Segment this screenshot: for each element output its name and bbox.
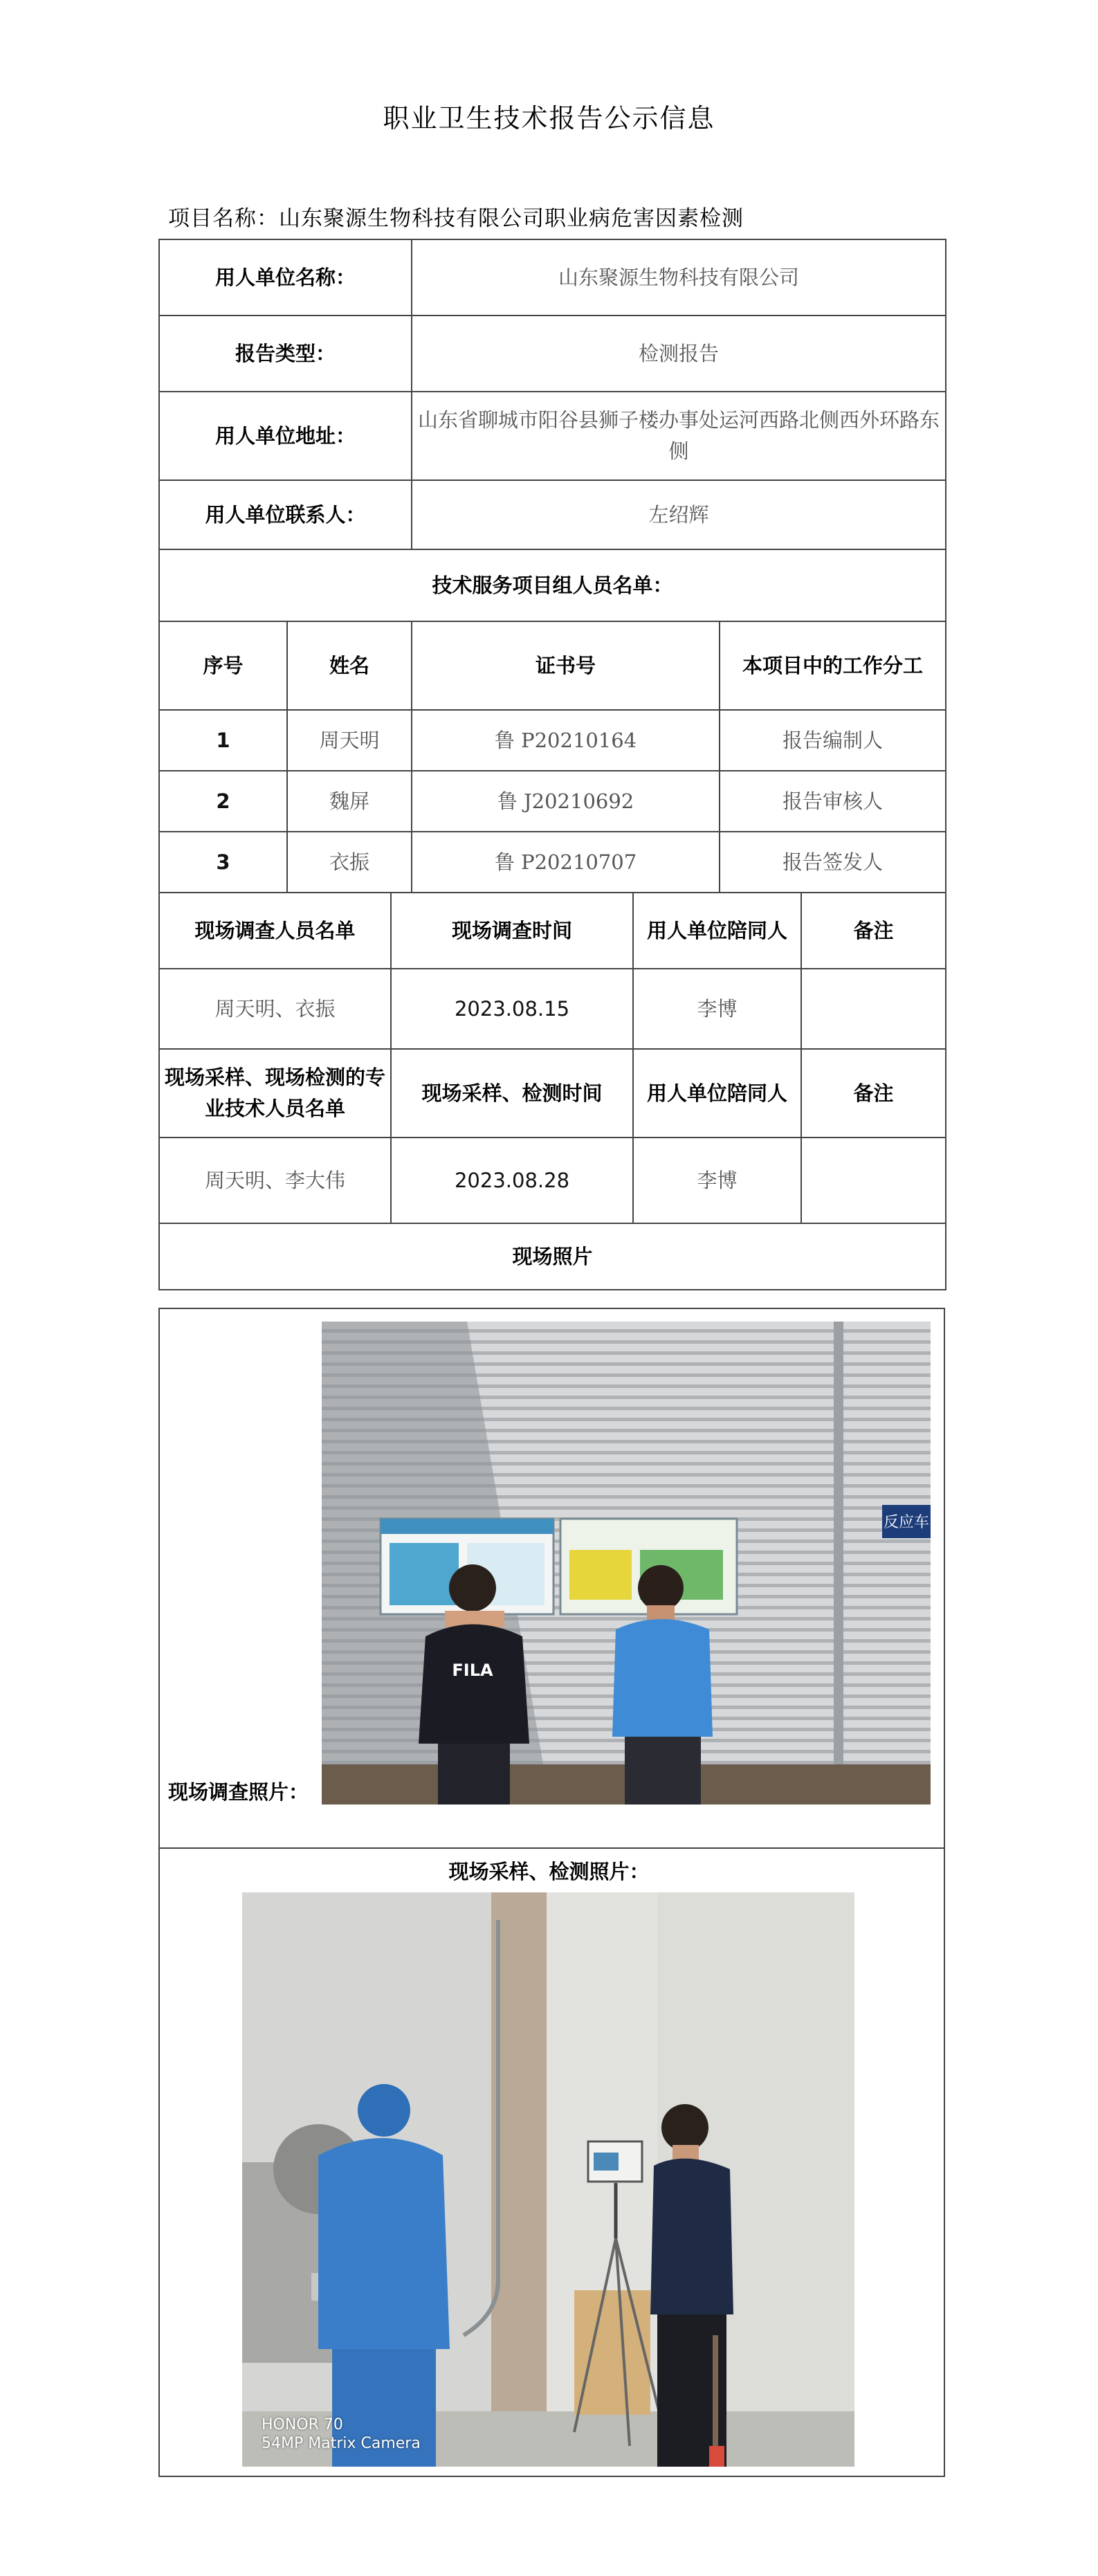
photos-divider — [160, 1847, 944, 1849]
survey-escort: 李博 — [633, 969, 801, 1049]
sampling-header-row — [159, 1049, 946, 1138]
survey-header-note: 备注 — [801, 893, 946, 969]
report-info-table — [158, 239, 946, 1290]
team-name: 衣振 — [287, 832, 412, 893]
survey-time: 2023.08.15 — [391, 969, 633, 1049]
site-survey-photo — [322, 1322, 931, 1805]
info-value: 山东聚源生物科技有限公司 — [412, 239, 946, 316]
camera-watermark — [262, 2416, 421, 2453]
survey-row — [159, 969, 946, 1049]
team-role: 报告编制人 — [720, 710, 946, 771]
info-row — [159, 316, 946, 392]
sampling-header-escort: 用人单位陪同人 — [633, 1049, 801, 1138]
site-survey-photo-art — [322, 1322, 931, 1805]
survey-header-escort: 用人单位陪同人 — [633, 893, 801, 969]
sampling-photo — [242, 1892, 854, 2467]
team-cert: 鲁 J20210692 — [412, 771, 720, 832]
team-name: 魏屏 — [287, 771, 412, 832]
sampling-header-note: 备注 — [801, 1049, 946, 1138]
sampling-photo-label: 现场采样、检测照片： — [448, 1860, 650, 1883]
sampling-photo-art — [242, 1892, 854, 2467]
photos-heading: 现场照片 — [159, 1223, 946, 1290]
sampling-note — [801, 1138, 946, 1223]
team-row — [159, 771, 946, 832]
sampling-people: 周天明、李大伟 — [159, 1138, 391, 1223]
sampling-row — [159, 1138, 946, 1223]
team-header-no: 序号 — [159, 621, 287, 710]
page-title: 职业卫生技术报告公示信息 — [383, 103, 715, 134]
info-row — [159, 392, 946, 480]
survey-people: 周天明、衣振 — [159, 969, 391, 1049]
sampling-header-people: 现场采样、现场检测的专业技术人员名单 — [159, 1049, 391, 1138]
reaction-sign-text: 反应车 — [883, 1514, 930, 1531]
sampling-escort: 李博 — [633, 1138, 801, 1223]
sampling-time: 2023.08.28 — [391, 1138, 633, 1223]
team-header-name: 姓名 — [287, 621, 412, 710]
team-no: 1 — [159, 710, 287, 771]
info-row — [159, 239, 946, 316]
survey-header-row — [159, 893, 946, 969]
camera-model-text: HONOR 70 — [262, 2416, 343, 2434]
info-label: 报告类型： — [159, 316, 412, 392]
team-header-role: 本项目中的工作分工 — [720, 621, 946, 710]
fila-logo-text: FILA — [452, 1661, 493, 1680]
survey-header-time: 现场调查时间 — [391, 893, 633, 969]
team-row — [159, 710, 946, 771]
info-value: 检测报告 — [412, 316, 946, 392]
team-cert: 鲁 P20210164 — [412, 710, 720, 771]
info-row — [159, 480, 946, 549]
info-value: 左绍辉 — [412, 480, 946, 549]
team-row — [159, 832, 946, 893]
team-heading: 技术服务项目组人员名单： — [159, 549, 946, 621]
survey-note — [801, 969, 946, 1049]
team-no: 2 — [159, 771, 287, 832]
camera-spec-text: 54MP Matrix Camera — [262, 2434, 421, 2452]
team-role: 报告审核人 — [720, 771, 946, 832]
project-name: 项目名称：山东聚源生物科技有限公司职业病危害因素检测 — [168, 206, 744, 231]
team-header-row — [159, 621, 946, 710]
team-header-cert: 证书号 — [412, 621, 720, 710]
team-name: 周天明 — [287, 710, 412, 771]
team-cert: 鲁 P20210707 — [412, 832, 720, 893]
info-label: 用人单位联系人： — [159, 480, 412, 549]
info-label: 用人单位地址： — [159, 392, 412, 480]
team-role: 报告签发人 — [720, 832, 946, 893]
sampling-header-time: 现场采样、检测时间 — [391, 1049, 633, 1138]
survey-header-people: 现场调查人员名单 — [159, 893, 391, 969]
survey-photo-label: 现场调查照片： — [168, 1780, 309, 1804]
team-no: 3 — [159, 832, 287, 893]
info-label: 用人单位名称： — [159, 239, 412, 316]
info-value: 山东省聊城市阳谷县狮子楼办事处运河西路北侧西外环路东侧 — [412, 392, 946, 480]
